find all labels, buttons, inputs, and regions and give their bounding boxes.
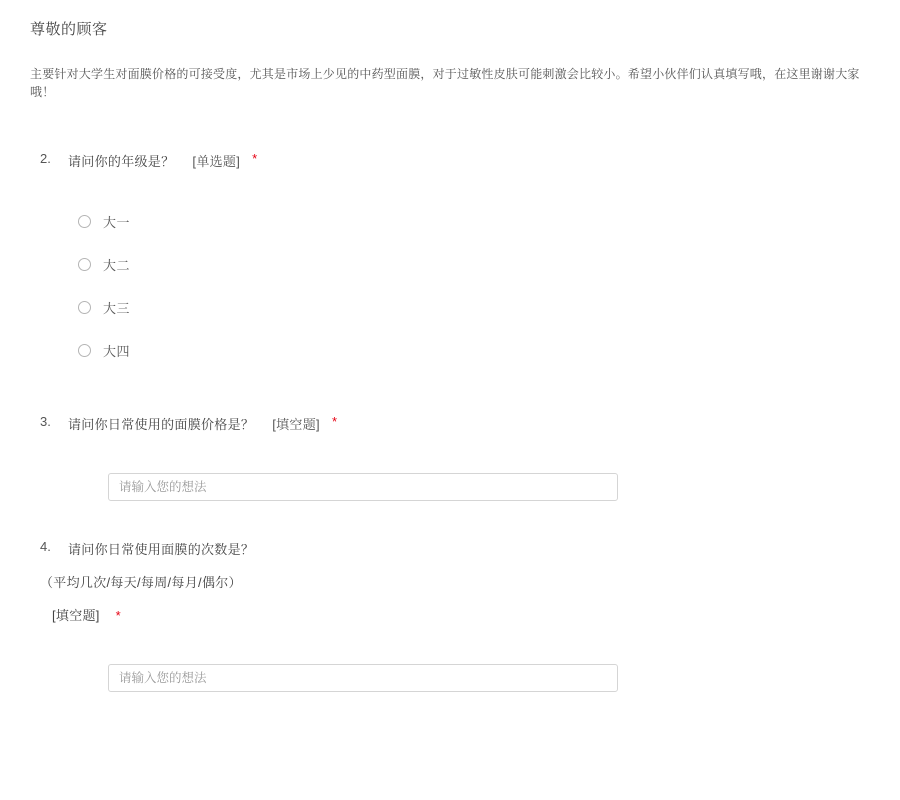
question-text: 请问你的年级是？ — [68, 154, 175, 169]
radio-circle-icon[interactable] — [78, 301, 91, 314]
answer-area — [40, 664, 870, 692]
question-header — [40, 414, 870, 433]
radio-group-grade — [40, 200, 870, 372]
required-asterisk: * — [115, 608, 122, 623]
radio-option[interactable] — [78, 286, 870, 329]
price-answer-input[interactable] — [108, 473, 618, 501]
question-header — [40, 539, 870, 558]
question-block-4 — [30, 539, 870, 692]
radio-option[interactable] — [78, 200, 870, 243]
question-type-label: [填空题] — [52, 608, 100, 623]
required-asterisk: * — [252, 151, 258, 166]
question-type-label: [单选题] — [192, 154, 241, 169]
frequency-answer-input[interactable] — [108, 664, 618, 692]
question-block-3 — [30, 414, 870, 501]
radio-option[interactable] — [78, 243, 870, 286]
question-subtext: （平均几次/每天/每周/每月/偶尔） — [40, 575, 242, 590]
question-type-label: [填空题] — [272, 417, 320, 432]
radio-option-label: 大三 — [103, 301, 131, 316]
question-block-2 — [30, 151, 870, 372]
question-text: 请问你日常使用面膜的次数是？ — [68, 542, 255, 557]
question-index: 3. — [40, 414, 51, 429]
radio-option[interactable] — [78, 329, 870, 372]
answer-area — [40, 473, 870, 501]
radio-circle-icon[interactable] — [78, 344, 91, 357]
question-type-row — [40, 605, 870, 624]
radio-option-label: 大二 — [103, 258, 131, 273]
radio-circle-icon[interactable] — [78, 258, 91, 271]
radio-option-label: 大四 — [103, 344, 131, 359]
question-header — [40, 151, 870, 170]
radio-circle-icon[interactable] — [78, 215, 91, 228]
question-index: 4. — [40, 539, 51, 554]
question-index: 2. — [40, 151, 51, 166]
question-text: 请问你日常使用的面膜价格是？ — [68, 417, 255, 432]
survey-description: 主要针对大学生对面膜价格的可接受度，尤其是市场上少见的中药型面膜，对于过敏性皮肤可能刺激会比较小。希望小伙伴们认真填写哦，在这里谢谢大家哦！ — [30, 67, 860, 99]
radio-option-label: 大一 — [103, 215, 131, 230]
page-title: 尊敬的顾客 — [30, 21, 108, 38]
required-asterisk: * — [331, 414, 337, 429]
